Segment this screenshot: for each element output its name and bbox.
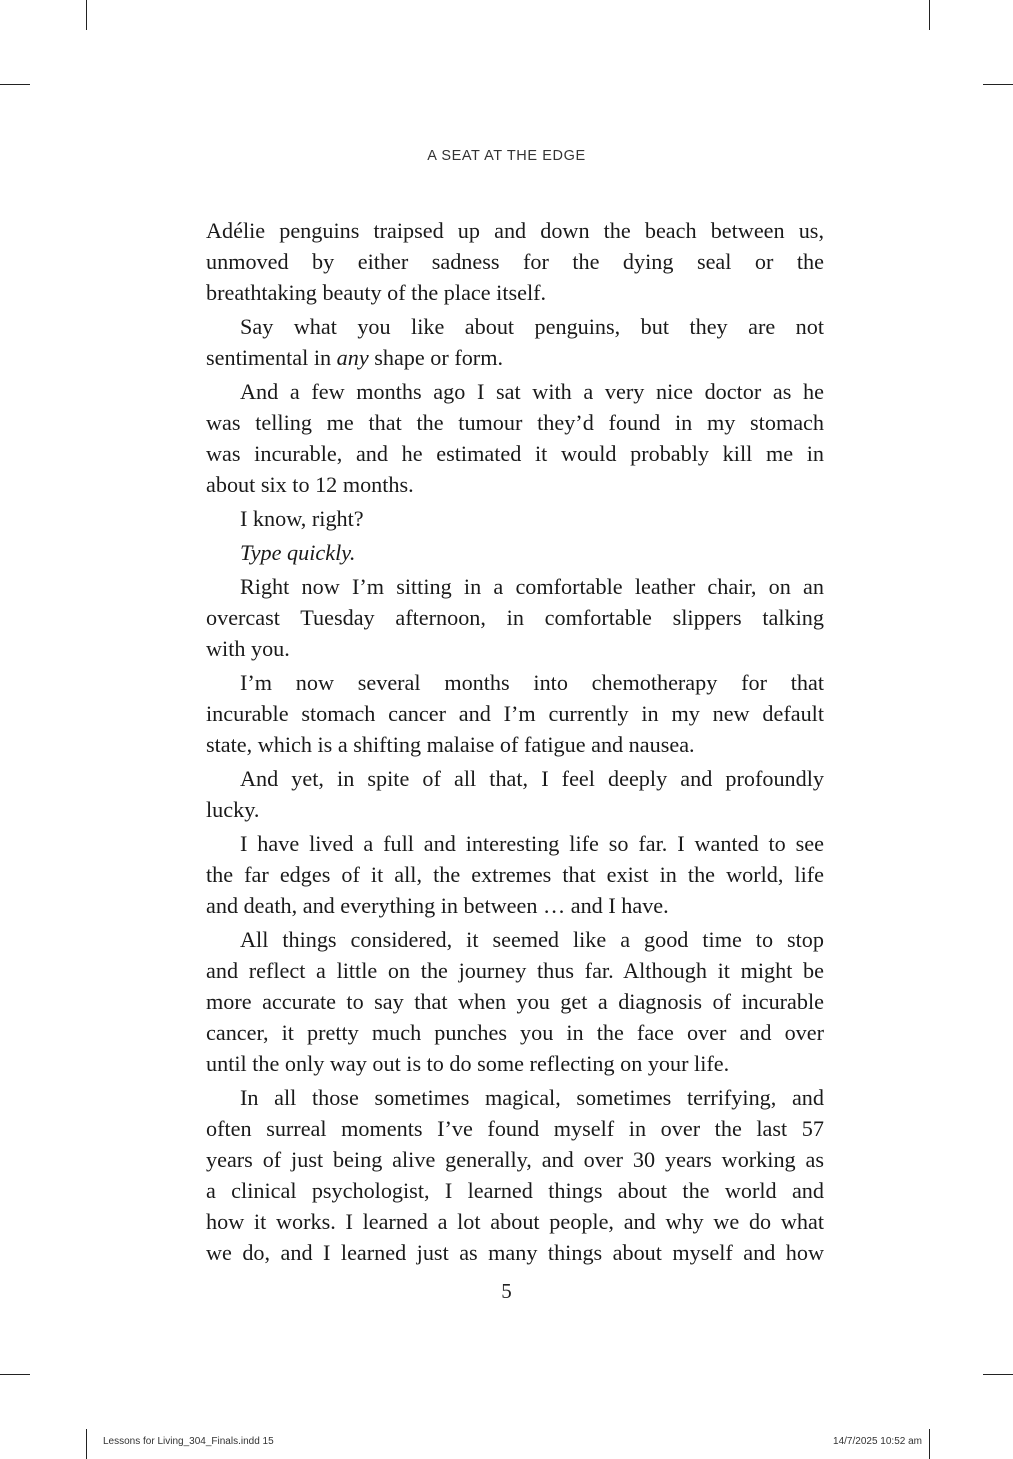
text-line xyxy=(206,407,824,438)
line-text: often surreal moments I’ve found myself in over the last 57 xyxy=(206,1116,824,1141)
text-line xyxy=(206,1017,824,1048)
paragraph xyxy=(206,537,824,568)
text-line xyxy=(206,763,824,794)
paragraph xyxy=(206,667,824,760)
text-line xyxy=(206,376,824,407)
text-line xyxy=(206,924,824,955)
line-text: and death, and everything in between … and I have. xyxy=(206,893,669,918)
text-line xyxy=(206,277,824,308)
italic-text: Type quickly. xyxy=(240,540,356,565)
line-text: I have lived a full and interesting life so far. I wanted to see xyxy=(240,831,824,856)
paragraph xyxy=(206,376,824,500)
line-text: was incurable, and he estimated it would probably kill me in xyxy=(206,441,824,466)
text-line xyxy=(206,311,824,342)
text-line xyxy=(206,859,824,890)
paragraph xyxy=(206,215,824,308)
text-line xyxy=(206,1237,824,1268)
paragraph xyxy=(206,828,824,921)
paragraph xyxy=(206,763,824,825)
text-line xyxy=(206,986,824,1017)
text-line xyxy=(206,1082,824,1113)
line-text: incurable stomach cancer and I’m currently in my new default xyxy=(206,701,824,726)
text-line xyxy=(206,667,824,698)
running-head: A SEAT AT THE EDGE xyxy=(427,148,586,164)
text-line xyxy=(206,215,824,246)
crop-mark-left-bottom xyxy=(0,1374,30,1375)
line-text: shape or form. xyxy=(368,345,504,370)
line-text: Right now I’m sitting in a comfortable leather chair, on an xyxy=(240,574,824,599)
line-text: the far edges of it all, the extremes that exist in the world, life xyxy=(206,862,824,887)
slug-datetime: 14/7/2025 10:52 am xyxy=(833,1436,922,1447)
crop-mark-top-left xyxy=(86,0,87,30)
text-line xyxy=(206,633,824,664)
line-text: a clinical psychologist, I learned things about the world and xyxy=(206,1178,824,1203)
page-number: 5 xyxy=(501,1279,512,1303)
paragraph xyxy=(206,503,824,534)
crop-mark-bottom-left xyxy=(86,1429,87,1459)
line-text: more accurate to say that when you get a diagnosis of incurable xyxy=(206,989,824,1014)
line-text: we do, and I learned just as many things about myself and how xyxy=(206,1240,824,1265)
paragraph xyxy=(206,311,824,373)
text-line xyxy=(206,342,824,373)
line-text: was telling me that the tumour they’d found in my stomach xyxy=(206,410,824,435)
text-line xyxy=(206,571,824,602)
text-line xyxy=(206,1144,824,1175)
line-text: Say what you like about penguins, but they are not xyxy=(240,314,824,339)
line-text: until the only way out is to do some reflecting on your life. xyxy=(206,1051,730,1076)
line-text: with you. xyxy=(206,636,290,661)
text-line xyxy=(206,1113,824,1144)
line-text: state, which is a shifting malaise of fatigue and nausea. xyxy=(206,732,695,757)
text-line xyxy=(206,828,824,859)
line-text: unmoved by either sadness for the dying seal or the xyxy=(206,249,824,274)
text-line xyxy=(206,602,824,633)
text-line xyxy=(206,955,824,986)
text-line xyxy=(206,469,824,500)
text-line xyxy=(206,1048,824,1079)
paragraph xyxy=(206,924,824,1079)
body-text xyxy=(206,215,824,1268)
crop-mark-right-bottom xyxy=(983,1374,1013,1375)
line-text: sentimental in xyxy=(206,345,337,370)
text-line xyxy=(206,729,824,760)
slug-filename: Lessons for Living_304_Finals.indd 15 xyxy=(103,1436,274,1447)
line-text: lucky. xyxy=(206,797,260,822)
text-line xyxy=(206,537,824,568)
line-text: And a few months ago I sat with a very nice doctor as he xyxy=(240,379,824,404)
line-text: All things considered, it seemed like a good time to stop xyxy=(240,927,824,952)
italic-text: any xyxy=(336,345,369,370)
line-text: Adélie penguins traipsed up and down the beach between us, xyxy=(206,218,824,243)
line-text: breathtaking beauty of the place itself. xyxy=(206,280,547,305)
line-text: I know, right? xyxy=(240,506,364,531)
text-line xyxy=(206,438,824,469)
text-line xyxy=(206,246,824,277)
text-line xyxy=(206,794,824,825)
line-text: and reflect a little on the journey thus far. Although it might be xyxy=(206,958,824,983)
line-text: cancer, it pretty much punches you in the face over and over xyxy=(206,1020,824,1045)
paragraph xyxy=(206,571,824,664)
crop-mark-right-top xyxy=(983,84,1013,85)
line-text: how it works. I learned a lot about people, and why we do what xyxy=(206,1209,824,1234)
line-text: I’m now several months into chemotherapy for that xyxy=(240,670,824,695)
crop-mark-bottom-right xyxy=(929,1429,930,1459)
line-text: And yet, in spite of all that, I feel deeply and profoundly xyxy=(240,766,824,791)
text-line xyxy=(206,503,824,534)
paragraph xyxy=(206,1082,824,1268)
line-text: overcast Tuesday afternoon, in comfortable slippers talking xyxy=(206,605,824,630)
crop-mark-left-top xyxy=(0,84,30,85)
text-line xyxy=(206,890,824,921)
line-text: In all those sometimes magical, sometimes terrifying, and xyxy=(240,1085,824,1110)
line-text: years of just being alive generally, and over 30 years working as xyxy=(206,1147,824,1172)
text-line xyxy=(206,698,824,729)
text-line xyxy=(206,1175,824,1206)
line-text: about six to 12 months. xyxy=(206,472,414,497)
text-line xyxy=(206,1206,824,1237)
crop-mark-top-right xyxy=(929,0,930,30)
